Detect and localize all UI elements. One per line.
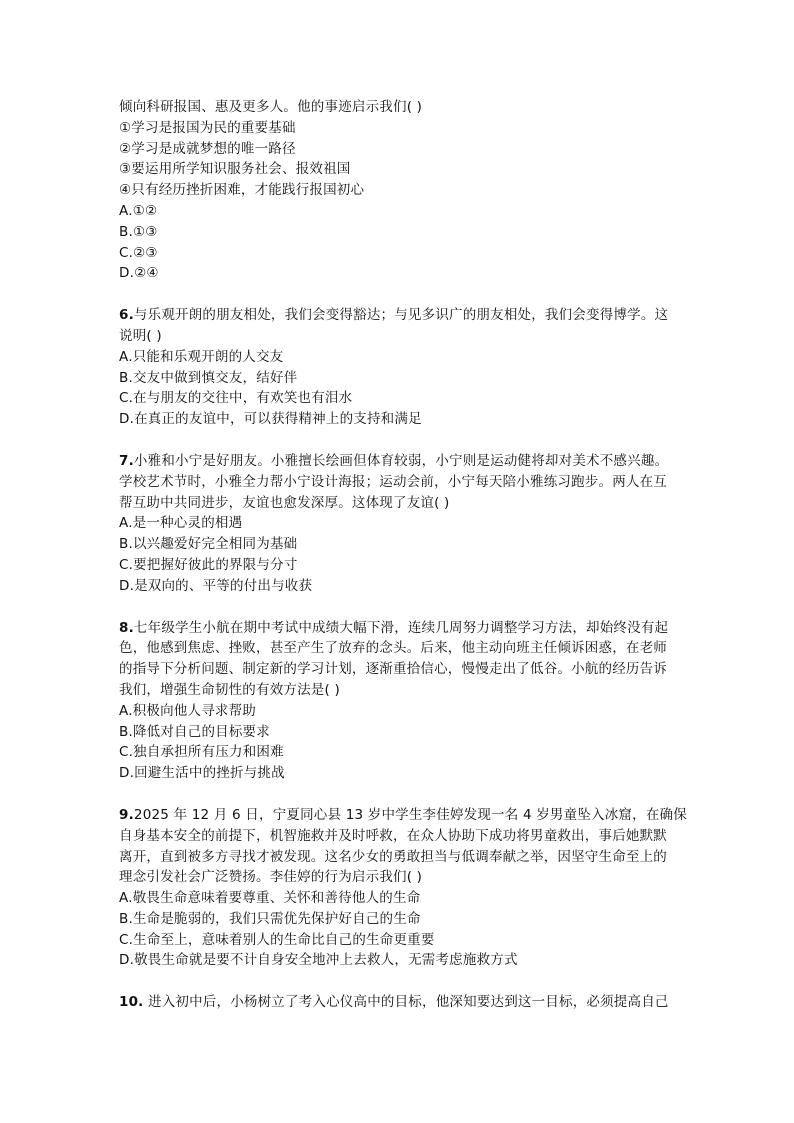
- question-stem-line: 我们，增强生命韧性的有效方法是( ): [119, 681, 340, 698]
- question-stem-line: 色，他感到焦虑、挫败，甚至产生了放弃的念头。后来，他主动向班主任倾诉困惑，在老师: [119, 640, 667, 657]
- statement-item: ①学习是报国为民的重要基础: [119, 119, 296, 136]
- question-stem-line: 理念引发社会广泛赞扬。李佳婷的行为启示我们( ): [119, 869, 423, 886]
- statement-item: ②学习是成就梦想的唯一路径: [119, 140, 296, 157]
- option-b: B.以兴趣爱好完全相同为基础: [119, 536, 298, 553]
- question-stem-line: 离开，直到被多方寻找才被发现。这名少女的勇敢担当与低调奉献之举，因坚守生命至上的: [119, 848, 667, 865]
- question-stem-line: 的指导下分析问题、制定新的学习计划，逐渐重拾信心，慢慢走出了低谷。小航的经历告诉: [119, 661, 667, 678]
- option-d: D.敬畏生命就是要不计自身安全地冲上去救人，无需考虑施救方式: [119, 952, 518, 969]
- option-d: D.②④: [119, 265, 159, 282]
- question-stem-line: 8.七年级学生小航在期中考试中成绩大幅下滑，连续几周努力调整学习方法，却始终没有起: [119, 619, 669, 636]
- exam-page: [119, 97, 687, 1013]
- question-number: 9.: [119, 806, 134, 823]
- question-stem-line: 学校艺术节时，小雅全力帮小宁设计海报；运动会前，小宁每天陪小雅练习跑步。两人在互: [119, 473, 667, 490]
- option-d: D.回避生活中的挫折与挑战: [119, 765, 285, 782]
- question-stem: 倾向科研报国、惠及更多人。他的事迹启示我们( ): [119, 99, 423, 115]
- option-c: C.要把握好彼此的界限与分寸: [119, 556, 298, 573]
- question-stem-line: 说明( ): [119, 327, 162, 344]
- question-5-continued: [119, 97, 684, 284]
- option-c: C.在与朋友的交往中，有欢笑也有泪水: [119, 390, 353, 407]
- question-8: [119, 618, 684, 784]
- option-a: A.只能和乐观开朗的人交友: [119, 348, 284, 365]
- option-a: A.是一种心灵的相遇: [119, 515, 243, 532]
- question-stem-line: 自身基本安全的前提下，机智施救并及时呼救，在众人协助下成功将男童救出，事后她默默: [119, 827, 667, 844]
- option-d: D.在真正的友谊中，可以获得精神上的支持和满足: [119, 411, 422, 428]
- question-number: 7.: [119, 452, 134, 469]
- question-6: [119, 305, 684, 430]
- statement-item: ④只有经历挫折困难，才能践行报国初心: [119, 182, 365, 199]
- question-stem-line: 9.2025 年 12 月 6 日，宁夏同心县 13 岁中学生李佳婷发现一名 4 岁男童坠入冰窟，在确保: [119, 806, 687, 823]
- question-number: 8.: [119, 619, 134, 636]
- option-c: C.②③: [119, 244, 158, 261]
- option-b: B.生命是脆弱的，我们只需优先保护好自己的生命: [119, 910, 421, 927]
- option-c: C.独自承担所有压力和困难: [119, 744, 284, 761]
- question-10: [119, 992, 684, 1013]
- option-b: B.交友中做到慎交友，结好伴: [119, 369, 298, 386]
- question-number: 10.: [119, 994, 144, 1011]
- option-a: A.①②: [119, 202, 158, 219]
- option-a: A.积极向他人寻求帮助: [119, 702, 256, 719]
- question-stem-line: 10. 进入初中后，小杨树立了考入心仪高中的目标，他深知要达到这一目标，必须提高自己: [119, 994, 669, 1011]
- statement-item: ③要运用所学知识服务社会、报效祖国: [119, 161, 351, 178]
- option-c: C.生命至上，意味着别人的生命比自己的生命更重要: [119, 931, 435, 948]
- question-stem-line: 帮互助中共同进步，友谊也愈发深厚。这体现了友谊( ): [119, 494, 450, 511]
- option-b: B.①③: [119, 223, 158, 240]
- option-b: B.降低对自己的目标要求: [119, 723, 270, 740]
- option-d: D.是双向的、平等的付出与收获: [119, 577, 313, 594]
- question-stem-line: 7.小雅和小宁是好朋友。小雅擅长绘画但体育较弱，小宁则是运动健将却对美术不感兴趣。: [119, 452, 669, 469]
- question-stem-line: 6.与乐观开朗的朋友相处，我们会变得豁达；与见多识广的朋友相处，我们会变得博学。这: [119, 307, 669, 324]
- question-7: [119, 451, 684, 597]
- question-9: [119, 805, 687, 971]
- question-number: 6.: [119, 307, 134, 324]
- option-a: A.敬畏生命意味着要尊重、关怀和善待他人的生命: [119, 890, 421, 907]
